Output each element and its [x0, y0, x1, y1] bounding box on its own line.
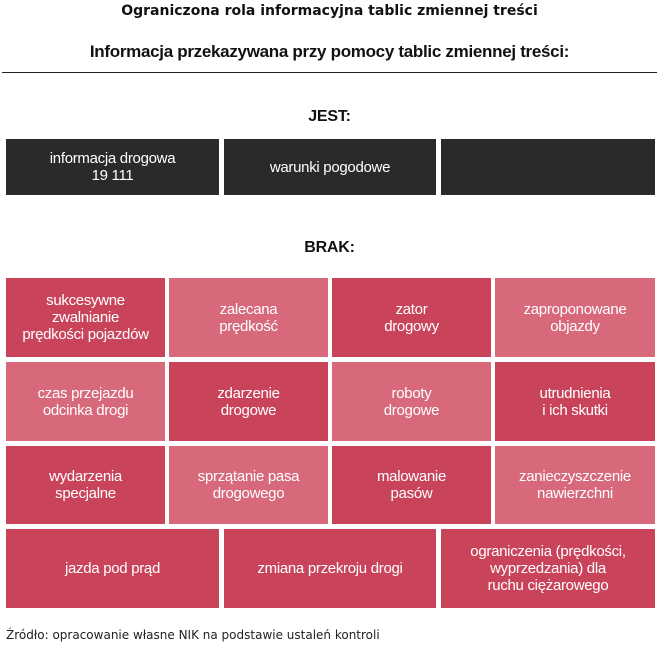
jest-box-label: warunki pogodowe: [269, 158, 391, 176]
brak-box: [6, 446, 165, 524]
brak-box: [495, 446, 655, 524]
page-subtitle: Informacja przekazywana przy pomocy tablic zmiennej treści:: [89, 42, 570, 61]
brak-box: [441, 529, 655, 608]
brak-box-label: zalecana prędkość: [219, 300, 278, 335]
jest-box-3: [441, 139, 655, 195]
brak-box-label: malowanie pasów: [376, 468, 446, 502]
brak-box: [332, 278, 491, 357]
brak-box-label: czas przejazdu odcinka drogi: [37, 384, 134, 419]
brak-box-label: sprzątanie pasa drogowego: [197, 468, 300, 502]
brak-box-label: zaproponowane objazdy: [523, 300, 627, 335]
section-label-jest: JEST:: [308, 108, 351, 125]
page-title: Ograniczona rola informacyjna tablic zmiennej treści: [121, 3, 538, 19]
brak-box-label: sukcesywne zwalnianie prędkości pojazdów: [22, 292, 149, 343]
brak-box-label: ograniczenia (prędkości, wyprzedzania) dla ruchu ciężarowego: [470, 543, 626, 594]
brak-box: [6, 278, 165, 357]
brak-box: [6, 529, 219, 608]
brak-box: [332, 446, 491, 524]
brak-box-label: wydarzenia specjalne: [49, 468, 122, 502]
brak-box-label: jazda pod prąd: [64, 560, 161, 577]
brak-box: [332, 362, 491, 441]
brak-box: [169, 278, 328, 357]
jest-box-2: [224, 139, 436, 195]
brak-box-label: utrudnienia i ich skutki: [539, 384, 611, 419]
brak-box: [6, 362, 165, 441]
divider: [2, 72, 657, 73]
jest-box-1: [6, 139, 219, 195]
jest-box-label: informacja drogowa 19 111: [49, 150, 176, 184]
source-note: Źródło: opracowanie własne NIK na podstawie ustaleń kontroli: [6, 628, 380, 642]
brak-box-label: roboty drogowe: [383, 384, 440, 419]
brak-box-label: zdarzenie drogowe: [217, 384, 280, 419]
brak-box: [495, 362, 655, 441]
brak-box: [224, 529, 436, 608]
brak-box: [169, 446, 328, 524]
brak-box-label: zmiana przekroju drogi: [257, 560, 403, 577]
brak-box: [495, 278, 655, 357]
section-label-brak: BRAK:: [304, 239, 355, 256]
brak-box-label: zanieczyszczenie nawierzchni: [519, 468, 631, 502]
brak-box: [169, 362, 328, 441]
brak-box-label: zator drogowy: [384, 300, 439, 335]
